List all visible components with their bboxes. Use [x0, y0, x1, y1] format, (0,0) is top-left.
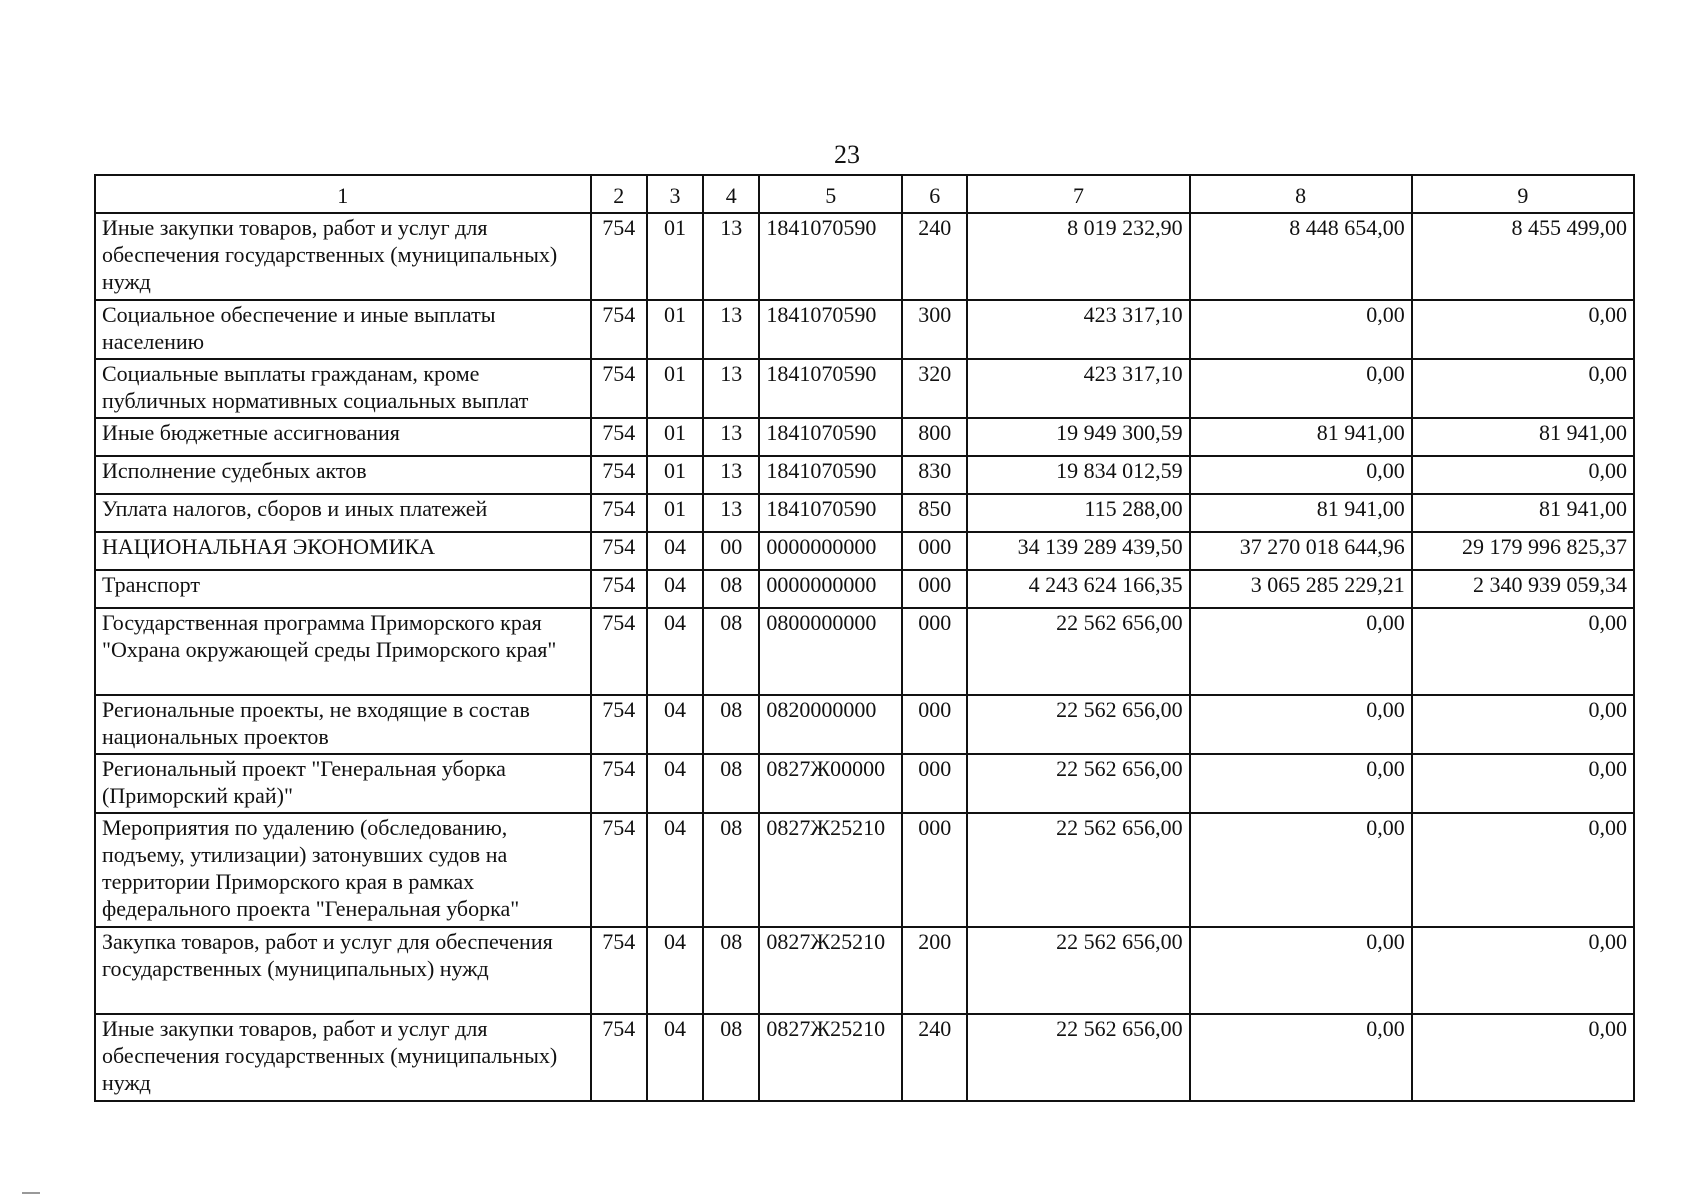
grbs-code: 754 [591, 532, 647, 570]
amount-year-2: 0,00 [1190, 1014, 1412, 1101]
expense-type-code: 300 [902, 300, 967, 359]
row-name: НАЦИОНАЛЬНАЯ ЭКОНОМИКА [95, 532, 591, 570]
column-header: 1 [95, 175, 591, 213]
section-code: 01 [647, 300, 703, 359]
amount-year-3: 8 455 499,00 [1412, 213, 1634, 300]
row-name: Иные закупки товаров, работ и услуг для обеспечения государственных (муниципальных) нужд [95, 213, 591, 300]
target-article-code: 0827Ж25210 [759, 927, 902, 1014]
grbs-code: 754 [591, 1014, 647, 1101]
table-row [95, 359, 1634, 418]
amount-year-3: 29 179 996 825,37 [1412, 532, 1634, 570]
amount-year-2: 37 270 018 644,96 [1190, 532, 1412, 570]
amount-year-1: 22 562 656,00 [967, 608, 1189, 695]
column-header: 8 [1190, 175, 1412, 213]
table-row [95, 300, 1634, 359]
expense-type-code: 240 [902, 213, 967, 300]
row-name: Иные бюджетные ассигнования [95, 418, 591, 456]
row-name: Региональные проекты, не входящие в состав национальных проектов [95, 695, 591, 754]
amount-year-2: 0,00 [1190, 927, 1412, 1014]
column-header: 5 [759, 175, 902, 213]
column-header: 3 [647, 175, 703, 213]
expense-type-code: 000 [902, 754, 967, 813]
grbs-code: 754 [591, 300, 647, 359]
target-article-code: 1841070590 [759, 300, 902, 359]
amount-year-1: 4 243 624 166,35 [967, 570, 1189, 608]
subsection-code: 00 [703, 532, 759, 570]
grbs-code: 754 [591, 695, 647, 754]
amount-year-3: 81 941,00 [1412, 494, 1634, 532]
amount-year-2: 8 448 654,00 [1190, 213, 1412, 300]
target-article-code: 0000000000 [759, 570, 902, 608]
section-code: 04 [647, 570, 703, 608]
target-article-code: 1841070590 [759, 213, 902, 300]
target-article-code: 1841070590 [759, 359, 902, 418]
amount-year-2: 0,00 [1190, 754, 1412, 813]
section-code: 01 [647, 456, 703, 494]
subsection-code: 08 [703, 813, 759, 927]
amount-year-1: 22 562 656,00 [967, 813, 1189, 927]
section-code: 04 [647, 754, 703, 813]
amount-year-1: 22 562 656,00 [967, 754, 1189, 813]
expense-type-code: 000 [902, 695, 967, 754]
amount-year-1: 22 562 656,00 [967, 927, 1189, 1014]
subsection-code: 13 [703, 456, 759, 494]
amount-year-3: 81 941,00 [1412, 418, 1634, 456]
row-name: Региональный проект "Генеральная уборка (Приморский край)" [95, 754, 591, 813]
amount-year-2: 0,00 [1190, 695, 1412, 754]
section-code: 01 [647, 213, 703, 300]
table-body [95, 213, 1634, 1101]
grbs-code: 754 [591, 494, 647, 532]
target-article-code: 1841070590 [759, 456, 902, 494]
amount-year-3: 0,00 [1412, 754, 1634, 813]
amount-year-2: 0,00 [1190, 300, 1412, 359]
expense-type-code: 200 [902, 927, 967, 1014]
amount-year-3: 0,00 [1412, 813, 1634, 927]
expense-type-code: 850 [902, 494, 967, 532]
grbs-code: 754 [591, 754, 647, 813]
row-name: Государственная программа Приморского края "Охрана окружающей среды Приморского края" [95, 608, 591, 695]
amount-year-3: 0,00 [1412, 300, 1634, 359]
amount-year-3: 0,00 [1412, 695, 1634, 754]
expense-type-code: 000 [902, 608, 967, 695]
grbs-code: 754 [591, 570, 647, 608]
subsection-code: 13 [703, 300, 759, 359]
amount-year-1: 423 317,10 [967, 359, 1189, 418]
column-header: 2 [591, 175, 647, 213]
row-name: Мероприятия по удалению (обследованию, подъему, утилизации) затонувших судов на территории Приморского края в рамках федерального проекта "Генеральная уборка" [95, 813, 591, 927]
grbs-code: 754 [591, 213, 647, 300]
target-article-code: 0000000000 [759, 532, 902, 570]
subsection-code: 08 [703, 1014, 759, 1101]
column-header: 4 [703, 175, 759, 213]
column-header: 9 [1412, 175, 1634, 213]
table-row [95, 456, 1634, 494]
amount-year-1: 22 562 656,00 [967, 695, 1189, 754]
table-row [95, 813, 1634, 927]
row-name: Уплата налогов, сборов и иных платежей [95, 494, 591, 532]
subsection-code: 08 [703, 927, 759, 1014]
amount-year-2: 0,00 [1190, 608, 1412, 695]
subsection-code: 13 [703, 418, 759, 456]
expense-type-code: 240 [902, 1014, 967, 1101]
amount-year-1: 8 019 232,90 [967, 213, 1189, 300]
target-article-code: 0827Ж00000 [759, 754, 902, 813]
target-article-code: 0827Ж25210 [759, 1014, 902, 1101]
subsection-code: 08 [703, 570, 759, 608]
section-code: 04 [647, 695, 703, 754]
budget-table [94, 174, 1635, 1102]
target-article-code: 1841070590 [759, 494, 902, 532]
row-name: Транспорт [95, 570, 591, 608]
subsection-code: 13 [703, 213, 759, 300]
amount-year-1: 115 288,00 [967, 494, 1189, 532]
amount-year-2: 0,00 [1190, 456, 1412, 494]
column-header: 7 [967, 175, 1189, 213]
table-row [95, 754, 1634, 813]
grbs-code: 754 [591, 418, 647, 456]
amount-year-2: 81 941,00 [1190, 494, 1412, 532]
amount-year-2: 0,00 [1190, 813, 1412, 927]
amount-year-1: 22 562 656,00 [967, 1014, 1189, 1101]
subsection-code: 08 [703, 754, 759, 813]
row-name: Закупка товаров, работ и услуг для обеспечения государственных (муниципальных) нужд [95, 927, 591, 1014]
target-article-code: 0800000000 [759, 608, 902, 695]
target-article-code: 0827Ж25210 [759, 813, 902, 927]
table-row [95, 213, 1634, 300]
amount-year-1: 19 949 300,59 [967, 418, 1189, 456]
amount-year-2: 81 941,00 [1190, 418, 1412, 456]
expense-type-code: 830 [902, 456, 967, 494]
subsection-code: 13 [703, 359, 759, 418]
amount-year-3: 0,00 [1412, 456, 1634, 494]
table-row [95, 695, 1634, 754]
section-code: 01 [647, 418, 703, 456]
subsection-code: 13 [703, 494, 759, 532]
section-code: 04 [647, 532, 703, 570]
amount-year-2: 0,00 [1190, 359, 1412, 418]
table-row [95, 418, 1634, 456]
table-row [95, 1014, 1634, 1101]
amount-year-2: 3 065 285 229,21 [1190, 570, 1412, 608]
section-code: 04 [647, 813, 703, 927]
row-name: Социальные выплаты гражданам, кроме публичных нормативных социальных выплат [95, 359, 591, 418]
table-row [95, 532, 1634, 570]
expense-type-code: 000 [902, 813, 967, 927]
section-code: 04 [647, 927, 703, 1014]
expense-type-code: 000 [902, 570, 967, 608]
table-row [95, 927, 1634, 1014]
amount-year-3: 0,00 [1412, 359, 1634, 418]
row-name: Социальное обеспечение и иные выплаты населению [95, 300, 591, 359]
table-header [95, 175, 1634, 213]
row-name: Иные закупки товаров, работ и услуг для обеспечения государственных (муниципальных) нужд [95, 1014, 591, 1101]
section-code: 01 [647, 359, 703, 418]
amount-year-1: 19 834 012,59 [967, 456, 1189, 494]
grbs-code: 754 [591, 359, 647, 418]
amount-year-3: 0,00 [1412, 927, 1634, 1014]
table-row [95, 608, 1634, 695]
subsection-code: 08 [703, 695, 759, 754]
page-number: 23 [834, 140, 860, 169]
target-article-code: 0820000000 [759, 695, 902, 754]
row-name: Исполнение судебных актов [95, 456, 591, 494]
section-code: 04 [647, 608, 703, 695]
subsection-code: 08 [703, 608, 759, 695]
amount-year-1: 34 139 289 439,50 [967, 532, 1189, 570]
grbs-code: 754 [591, 813, 647, 927]
amount-year-1: 423 317,10 [967, 300, 1189, 359]
grbs-code: 754 [591, 608, 647, 695]
grbs-code: 754 [591, 456, 647, 494]
amount-year-3: 0,00 [1412, 1014, 1634, 1101]
column-header: 6 [902, 175, 967, 213]
section-code: 01 [647, 494, 703, 532]
table-row [95, 570, 1634, 608]
grbs-code: 754 [591, 927, 647, 1014]
expense-type-code: 320 [902, 359, 967, 418]
target-article-code: 1841070590 [759, 418, 902, 456]
header-row [95, 175, 1634, 213]
table-row [95, 494, 1634, 532]
expense-type-code: 800 [902, 418, 967, 456]
scan-artifact [22, 1192, 40, 1194]
amount-year-3: 2 340 939 059,34 [1412, 570, 1634, 608]
section-code: 04 [647, 1014, 703, 1101]
amount-year-3: 0,00 [1412, 608, 1634, 695]
expense-type-code: 000 [902, 532, 967, 570]
